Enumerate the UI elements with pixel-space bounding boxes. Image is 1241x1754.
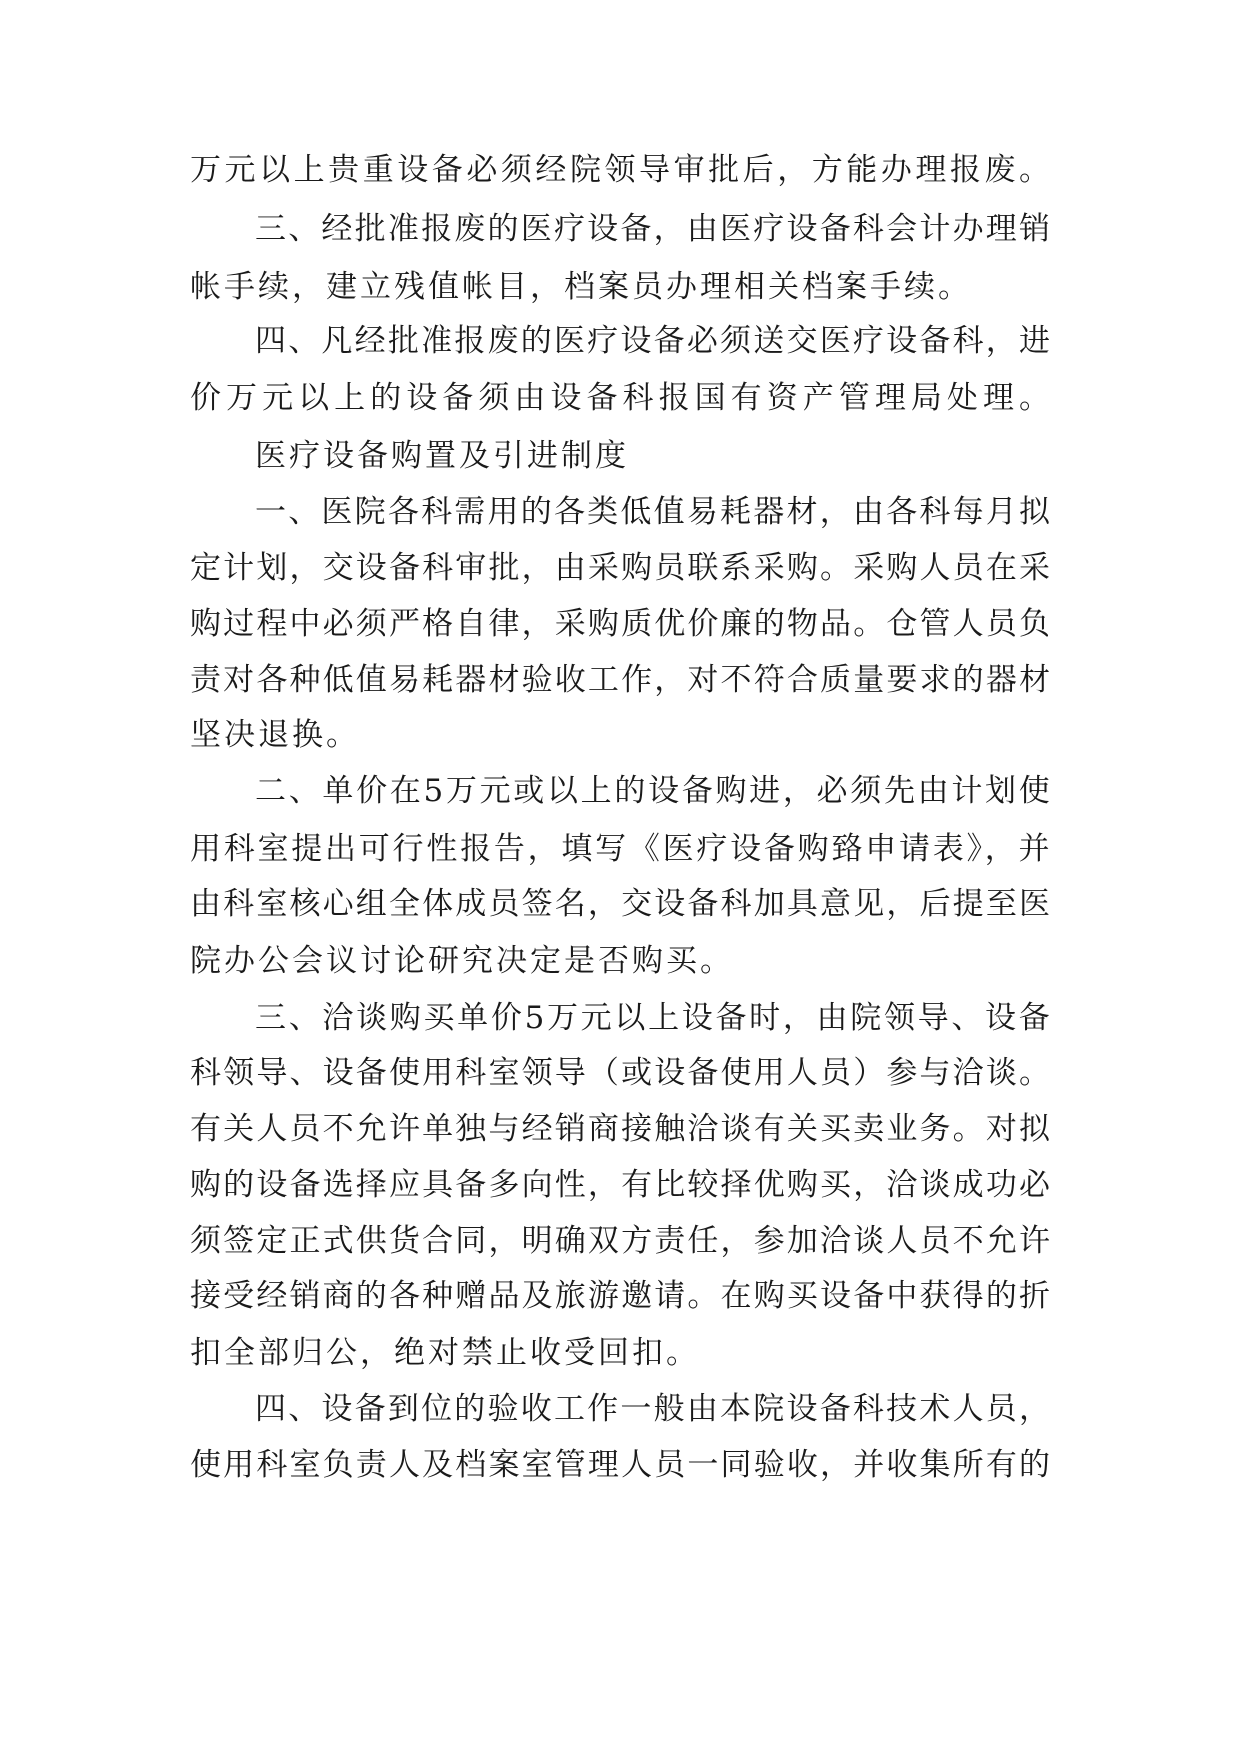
text-line: 有关人员不允许单独与经销商接触洽谈有关买卖业务。对拟 [190, 1111, 1053, 1147]
text-line: 定计划，交设备科审批，由采购员联系采购。采购人员在采 [190, 550, 1053, 586]
text-line: 三、洽谈购买单价5万元以上设备时，由院领导、设备 [255, 1000, 1053, 1036]
text-line: 扣全部归公，绝对禁止收受回扣。 [190, 1335, 700, 1371]
text-line: 责对各种低值易耗器材验收工作，对不符合质量要求的器材 [190, 662, 1053, 698]
text-line: 价万元以上的设备须由设备科报国有资产管理局处理。 [190, 380, 1056, 416]
text-line: 四、设备到位的验收工作一般由本院设备科技术人员， [255, 1391, 1053, 1427]
text-line: 万元以上贵重设备必须经院领导审批后，方能办理报废。 [190, 152, 1054, 188]
text-line: 科领导、设备使用科室领导（或设备使用人员）参与洽谈。 [190, 1055, 1053, 1091]
text-line: 一、医院各科需用的各类低值易耗器材，由各科每月拟 [255, 494, 1053, 530]
text-line: 二、单价在5万元或以上的设备购进，必须先由计划使 [255, 773, 1053, 809]
text-line: 接受经销商的各种赠品及旅游邀请。在购买设备中获得的折 [190, 1278, 1053, 1314]
text-line: 购的设备选择应具备多向性，有比较择优购买，洽谈成功必 [190, 1167, 1053, 1203]
text-line: 坚决退换。 [190, 717, 360, 753]
text-line: 帐手续，建立残值帐目，档案员办理相关档案手续。 [190, 269, 972, 305]
text-line: 院办公会议讨论研究决定是否购买。 [190, 943, 734, 979]
text-line: 四、凡经批准报废的医疗设备必须送交医疗设备科，进 [255, 323, 1053, 359]
text-line: 由科室核心组全体成员签名，交设备科加具意见，后提至医 [190, 886, 1053, 922]
section-heading: 医疗设备购置及引进制度 [255, 438, 629, 474]
text-line: 三、经批准报废的医疗设备，由医疗设备科会计办理销 [255, 211, 1053, 247]
text-line: 须签定正式供货合同，明确双方责任，参加洽谈人员不允许 [190, 1223, 1053, 1259]
text-line: 使用科室负责人及档案室管理人员一同验收，并收集所有的 [190, 1447, 1053, 1483]
text-line: 购过程中必须严格自律，采购质优价廉的物品。仓管人员负 [190, 606, 1053, 642]
text-line: 用科室提出可行性报告，填写《医疗设备购臵申请表》，并 [190, 831, 1053, 867]
